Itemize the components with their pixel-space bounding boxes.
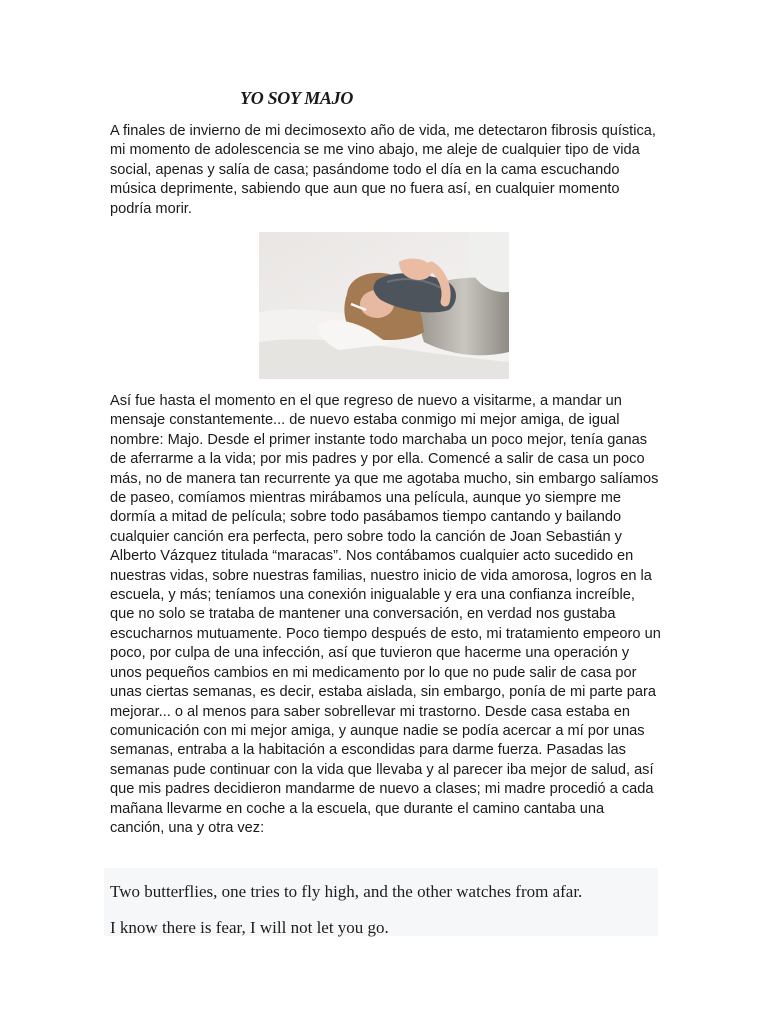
paragraph-intro: A finales de invierno de mi decimosexto año de vida, me detectaron fibrosis quística, mi momento de adolescencia se me vino abajo, me aleje de cualquier tipo de vida social, apenas y salía de casa; pasándome todo el día en la cama escuchando música deprimente, sabiendo que aun que no fuera así, en cualquier momento podría morir. (110, 123, 656, 217)
quote-line-1: Two butterflies, one tries to fly high, and the other watches from afar. (110, 882, 583, 901)
document-title: YO SOY MAJO (240, 88, 354, 108)
quote-line-2: I know there is fear, I will not let you go. (110, 918, 389, 937)
photo-illustration (259, 232, 509, 379)
paragraph-story: Así fue hasta el momento en el que regreso de nuevo a visitarme, a mandar un mensaje constantemente... de nuevo estaba conmigo mi mejor amiga, de igual nombre: Majo. Desde el primer instante todo marchaba un poco mejor, tenía ganas de aferrarme a la vida; por mis padres y por ella. Comencé a salir de casa un poco más, no de manera tan recurrente ya que me agotaba mucho, sin embargo salíamos de paseo, comíamos mientras mirábamos una película, aunque yo siempre me dormía a mitad de película; sobre todo pasábamos tiempo cantando y bailando cualquier canción era perfecta, pero sobre todo la canción de Joan Sebastián y Alberto Vázquez titulada “maracas”. Nos contábamos cualquier acto sucedido en nuestras vidas, sobre nuestras familias, nuestro inicio de vida amorosa, logros en la escuela, y más; teníamos una conexión inigualable y era una confianza increíble, que no solo se trataba de mantener una conversación, en verdad nos gustaba escucharnos mutuamente. Poco tiempo después de esto, mi tratamiento empeoro un poco, por culpa de una infección, así que tuvieron que hacerme una operación y unos pequeños cambios en mi medicamento por lo que no pude salir de casa por unas ciertas semanas, es decir, estaba aislada, sin embargo, ponía de mi parte para mejorar... o al menos para saber sobrellevar mi trastorno. Desde casa estaba en comunicación con mi mejor amiga, y aunque nadie se podía acercar a mí por unas semanas, entraba a la habitación a escondidas para darme fuerza. Pasadas las semanas pude continuar con la vida que llevaba y al parecer iba mejor de salud, así que mis padres decidieron mandarme de nuevo a clases; mi madre procedió a cada mañana llevarme en coche a la escuela, que durante el camino cantaba una canción, una y otra vez: (110, 393, 661, 836)
song-quote-box (104, 868, 658, 936)
sick-girl-photo (259, 232, 509, 379)
